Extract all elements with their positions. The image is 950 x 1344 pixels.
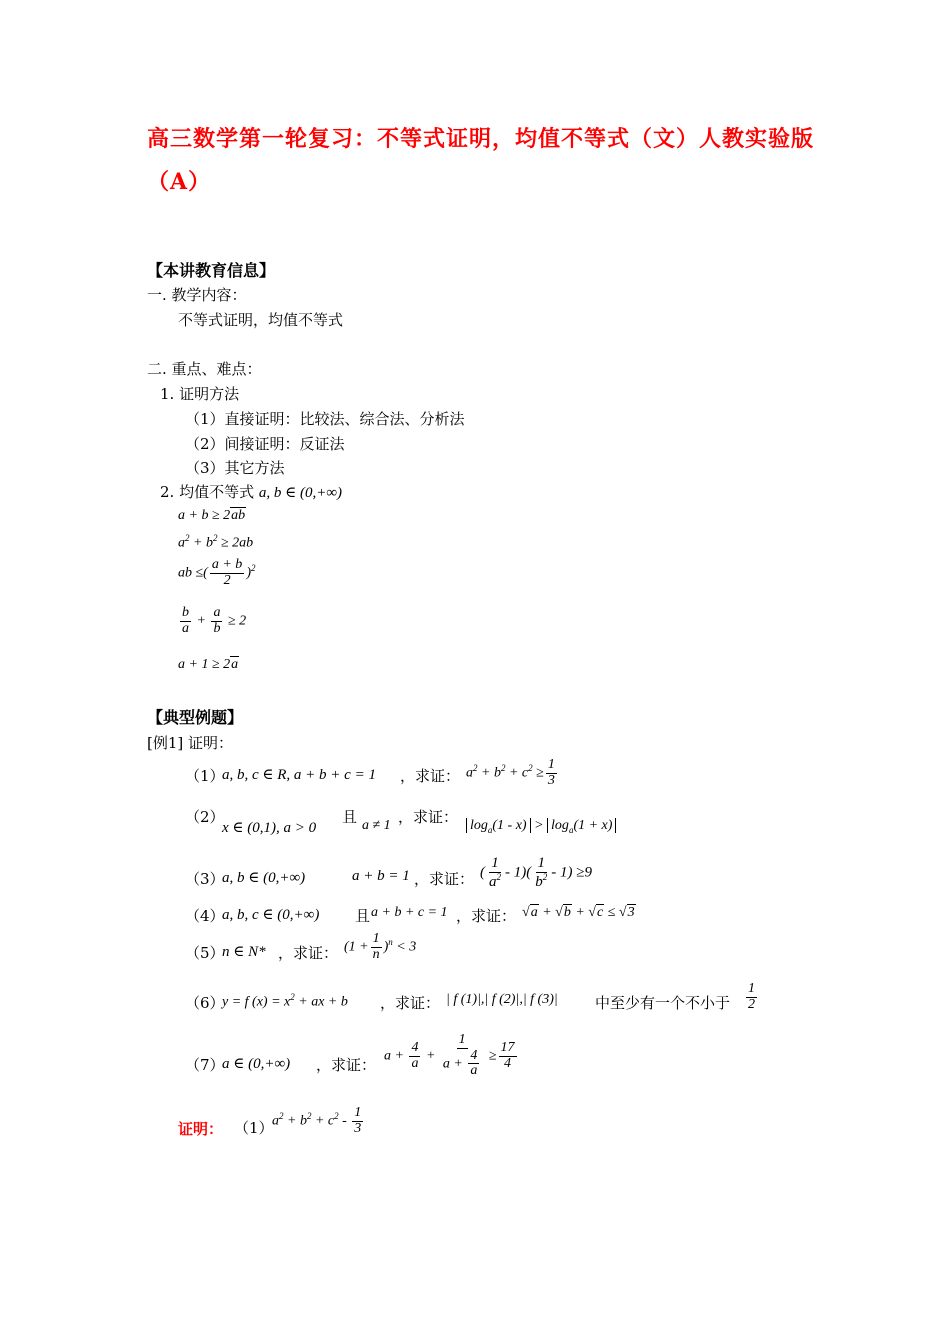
problem6-number: （6） xyxy=(185,994,225,1012)
sub1-heading: 1. 证明方法 xyxy=(160,385,240,403)
formula-2: $a^2 + b^2 \ge 2ab$ xyxy=(178,533,254,551)
item1-text: 不等式证明，均值不等式 xyxy=(178,311,344,329)
item1-label: 一. 教学内容： xyxy=(147,286,247,304)
problem6-half: $\frac{1}{2}$ xyxy=(748,981,755,1012)
proof-expression: $a^2 + b^2 + c^2$ - $\frac{1}{3}$ xyxy=(272,1105,362,1136)
problem2-and: 且 xyxy=(342,808,358,826)
problem7-number: （7） xyxy=(185,1056,225,1074)
formula-4: $\frac{b}{a}$ + $\frac{a}{b}$ ≥ 2 xyxy=(182,605,247,636)
sub1-item-a: （1）直接证明：比较法、综合法、分析法 xyxy=(185,410,465,428)
problem3-condition2: a + b = 1 xyxy=(352,868,410,884)
section-heading-examples: 【典型例题】 xyxy=(147,708,244,727)
sub2-label: 2. 均值不等式 xyxy=(160,483,255,501)
problem4-prove-label: ，求证： xyxy=(456,907,517,925)
problem2-goal: $\log_a(1 - x) > \log_a(1 + x)$ xyxy=(466,818,616,835)
problem1-number: （1） xyxy=(185,767,225,785)
formula-5: a + 1 ≥ 2a xyxy=(178,657,239,672)
proof-label: 证明： xyxy=(178,1120,224,1138)
problem5-condition: n ∈ N* xyxy=(222,944,266,960)
problem3-goal: ( $\frac{1}{a^2}$ - 1)( $\frac{1}{b^2}$ - 1) ≥9 xyxy=(480,855,592,890)
problem5-number: （5） xyxy=(185,944,225,962)
problem5-goal: (1 + $\frac{1}{n}$ )$^n$ < 3 xyxy=(344,931,417,962)
problem4-goal: √a + √b + √c ≤ √3 xyxy=(522,905,635,920)
problem6-condition: y = f $(x) = x^2$ + ax + b xyxy=(222,992,348,1010)
problem4-condition: a, b, c ∈ (0,+∞) xyxy=(222,907,320,923)
sub2-heading xyxy=(160,481,342,502)
item2-label: 二. 重点、难点： xyxy=(147,360,262,378)
problem4-number: （4） xyxy=(185,907,225,925)
formula-1: a + b ≥ 2ab xyxy=(178,508,246,523)
problem7-prove-label: ，求证： xyxy=(316,1056,377,1074)
problem6-goal: | f (1)|,| f (2)|,| f (3)| xyxy=(446,992,558,1007)
problem3-number: （3） xyxy=(185,870,225,888)
problem2-condition2: a ≠ 1 xyxy=(362,818,391,833)
problem2-condition: x ∈ (0,1), a > 0 xyxy=(222,820,317,836)
sub1-item-c: （3）其它方法 xyxy=(185,459,285,477)
problem1-goal: $a^2 + b^2 + c^2$ ≥ $\frac{1}{3}$ xyxy=(466,757,555,788)
problem5-prove-label: ，求证： xyxy=(278,944,339,962)
proof-number: （1） xyxy=(234,1119,274,1137)
sub2-condition: a, b ∈ (0,+∞) xyxy=(258,485,343,501)
sub1-item-b: （2）间接证明：反证法 xyxy=(185,435,345,453)
problem1-condition: a, b, c ∈ R, a + b + c = 1 xyxy=(222,767,376,783)
problem4-and: 且 xyxy=(355,907,371,925)
problem2-number: （2） xyxy=(185,808,225,826)
example1-label: [例1] 证明： xyxy=(147,734,234,752)
problem7-goal: a + $\frac{4}{a}$ + 1 a + $\frac{4}{a}$ ≥ $\frac{17}{4}$ xyxy=(384,1032,515,1079)
problem3-prove-label: ，求证： xyxy=(414,870,475,888)
problem6-text: 中至少有一个不小于 xyxy=(595,994,731,1012)
problem4-condition2: a + b + c = 1 xyxy=(371,905,448,920)
section-heading-info: 【本讲教育信息】 xyxy=(147,261,276,280)
problem1-prove-label: ，求证： xyxy=(400,767,461,785)
formula-3: ab ≤( $\frac{a + b}{2}$ )$^2$ xyxy=(178,557,256,588)
problem7-condition: a ∈ (0,+∞) xyxy=(222,1056,291,1072)
page-title-line1: 高三数学第一轮复习：不等式证明，均值不等式（文）人教实验版 xyxy=(147,126,815,152)
problem2-prove-label: ，求证： xyxy=(398,808,459,826)
page-title-line2: （A） xyxy=(147,169,212,195)
problem6-prove-label: ，求证： xyxy=(380,994,441,1012)
problem3-condition: a, b ∈ (0,+∞) xyxy=(222,870,306,886)
